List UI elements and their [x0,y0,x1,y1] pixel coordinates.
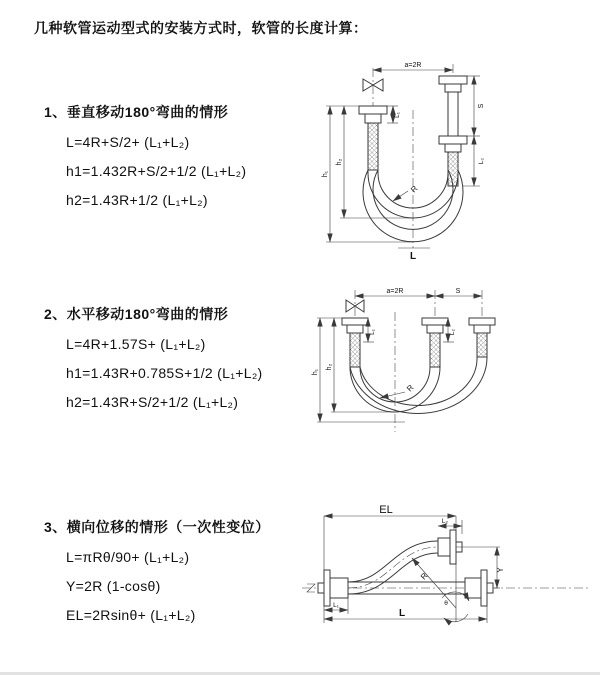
dim-s [435,288,482,296]
section-lateral-displacement [44,517,270,636]
formula-h2: h2=1.43R+1/2 (L₁+L₂) [66,192,208,208]
formula-l: L=4R+1.57S+ (L₁+L₂) [66,336,206,352]
dim-label-h1: h₁ [312,368,319,376]
radius-leader [412,558,456,608]
dim-label-s: S [455,288,461,295]
dim-label-l1: L₁ [394,112,401,118]
formula-h1: h1=1.432R+S/2+1/2 (L₁+L₂) [66,163,247,179]
formula-h2: h2=1.43R+S/2+1/2 (L₁+L₂) [66,394,239,410]
left-pipe-flange [359,106,387,123]
mid-pipe-flange [422,318,448,333]
dim-label-a2r: a=2R [404,62,422,69]
left-braided-hose [368,123,378,170]
section-2-heading: 2、水平移动180°弯曲的情形 [44,306,229,322]
left-flange [318,570,348,606]
dim-label-l2: L₂ [478,157,485,165]
section-horizontal-180 [44,304,263,423]
section-vertical-180 [44,102,246,221]
dim-label-el: EL [379,504,393,516]
diagram-lateral-displacement [298,500,593,665]
dim-label-l: L [409,251,417,260]
dim-label-r: R [418,571,430,582]
left-braided-hose [350,333,360,367]
dim-label-l2: L₂ [449,328,456,336]
radius-leader [393,184,420,201]
formula-l: L=4R+S/2+ (L₁+L₂) [66,134,190,150]
right-braided-hose [448,152,458,186]
radius-leader [380,383,416,398]
right-flange [465,570,493,606]
dim-l [324,606,487,623]
dim-l1 [387,106,401,123]
dim-label-s: S [478,103,485,109]
dim-label-r: R [405,383,416,394]
right-pipe-flange-top [439,76,467,92]
dim-label-h2: h₂ [326,363,333,371]
formula-el: EL=2Rsinθ+ (L₁+L₂) [66,607,196,623]
dim-label-h2: h₂ [336,158,343,166]
dim-el [324,504,456,622]
dim-label-theta: θ [444,600,448,607]
hose-u-bend-positions [350,357,487,414]
hose-displaced-position [348,541,438,594]
dim-label-l1: L₁ [369,329,376,335]
dim-label-r: R [409,184,420,195]
dim-l [398,248,430,260]
dim-label-l1: L₁ [333,602,339,609]
diagram-horizontal-180 [310,282,590,462]
dim-a2r [355,288,435,296]
dim-label-h1: h₁ [322,170,329,178]
dim-a2r [373,62,453,70]
section-3-heading: 3、横向位移的情形（一次性变位） [44,519,270,535]
dim-label-a2r: a=2R [386,288,404,295]
mid-braided-hose [430,333,440,367]
left-pipe-flange [342,318,368,333]
dim-label-l: L [398,608,406,619]
page-title: 几种软管运动型式的安装方式时，软管的长度计算： [34,20,368,36]
right-braided-hose [477,333,487,357]
section-1-heading: 1、垂直移动180°弯曲的情形 [44,104,229,120]
dim-label-y: Y [496,567,505,573]
formula-l: L=πRθ/90+ (L₁+L₂) [66,549,190,565]
right-pipe-flange-mid [439,136,467,152]
formula-y: Y=2R (1-cosθ) [66,578,161,594]
diagram-vertical-180 [318,58,578,260]
right-pipe-flange [469,318,495,333]
dim-label-l2: L₂ [441,518,449,525]
dim-s [467,76,485,136]
formula-h1: h1=1.43R+0.785S+1/2 (L₁+L₂) [66,365,263,381]
